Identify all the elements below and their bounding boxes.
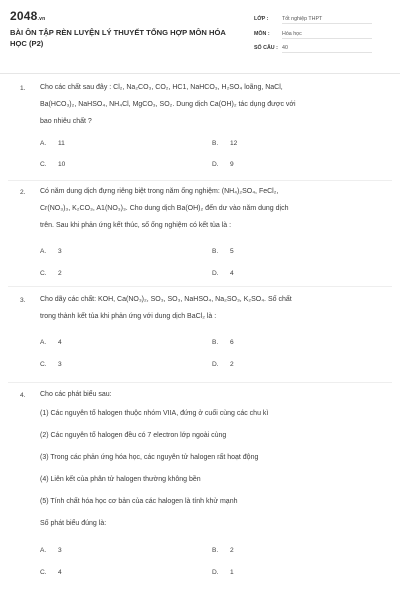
option-letter: B.	[212, 339, 219, 346]
statement-2: (2) Các nguyên tố halogen đều có 7 electron lớp ngoài cùng	[40, 432, 227, 439]
option-letter: C.	[40, 270, 47, 277]
option-text: 10	[58, 161, 66, 168]
option-text: 4	[230, 270, 234, 277]
question-line: Có năm dung dịch đựng riêng biệt trong năm ống nghiệm: (NH₄)₂SO₄, FeCl₂,	[40, 188, 279, 195]
option-b[interactable]	[212, 248, 234, 255]
option-letter: B.	[212, 140, 219, 147]
option-c[interactable]	[40, 161, 65, 168]
option-letter: D.	[212, 270, 219, 277]
option-c[interactable]	[40, 361, 62, 368]
option-d[interactable]	[212, 361, 234, 368]
option-d[interactable]	[212, 270, 234, 277]
option-letter: A.	[40, 339, 47, 346]
logo-main: 2048	[10, 9, 38, 23]
option-text: 3	[58, 248, 62, 255]
question-line: Cho dãy các chất: KOH, Ca(NO₃)₂, SO₃, SO₃, NaHSO₄, Na₂SO₃, K₂SO₄. Số chất	[40, 296, 292, 303]
option-a[interactable]	[40, 248, 62, 255]
option-text: 11	[58, 140, 65, 147]
option-text: 4	[58, 569, 62, 576]
worksheet-header	[0, 0, 400, 73]
option-b[interactable]	[212, 140, 237, 147]
option-text: 2	[230, 547, 234, 554]
option-text: 5	[230, 248, 234, 255]
question-prompt: Số phát biểu đúng là:	[40, 520, 107, 527]
info-count-value: 40	[282, 45, 372, 53]
option-letter: D.	[212, 361, 219, 368]
question-line: trong thành kết tủa khi phản ứng với dung dịch BaCl₂ là :	[40, 313, 217, 320]
site-logo[interactable]	[10, 9, 45, 23]
question-line: trên. Sau khi phản ứng kết thúc, số ống nghiệm có kết tủa là :	[40, 222, 232, 229]
option-text: 4	[58, 339, 62, 346]
option-text: 2	[58, 270, 62, 277]
question-number: 2.	[20, 189, 26, 196]
option-c[interactable]	[40, 569, 62, 576]
option-letter: D.	[212, 569, 219, 576]
option-text: 6	[230, 339, 234, 346]
option-text: 9	[230, 161, 234, 168]
info-class-label: LỚP :	[254, 16, 269, 22]
header-divider	[0, 73, 400, 74]
option-letter: A.	[40, 140, 47, 147]
option-c[interactable]	[40, 270, 62, 277]
info-subject-label: MÔN :	[254, 31, 270, 37]
option-a[interactable]	[40, 339, 62, 346]
question-line: Cr(NO₃)₃, K₂CO₃, A1(NO₃)₃. Cho dung dịch Ba(OH)₂ đến dư vào năm dung dịch	[40, 205, 289, 212]
option-text: 3	[58, 547, 62, 554]
question-line: Cho các chất sau đây : Cl₂, Na₂CO₃, CO₂, HC1, NaHCO₃, H₂SO₄ loãng, NaCl,	[40, 84, 283, 91]
option-a[interactable]	[40, 140, 65, 147]
option-d[interactable]	[212, 161, 234, 168]
question-line: Cho các phát biểu sau:	[40, 391, 112, 398]
option-letter: C.	[40, 161, 47, 168]
info-class-value: Tốt nghiệp THPT	[282, 16, 372, 24]
question-divider	[8, 382, 392, 383]
question-number: 1.	[20, 85, 26, 92]
logo-suffix: .vn	[37, 16, 46, 22]
question-number: 4.	[20, 392, 26, 399]
option-text: 2	[230, 361, 234, 368]
option-letter: B.	[212, 547, 219, 554]
option-letter: C.	[40, 569, 47, 576]
option-letter: C.	[40, 361, 47, 368]
statement-4: (4) Liên kết của phân tử halogen thường không bền	[40, 476, 201, 483]
option-a[interactable]	[40, 547, 62, 554]
title-line-1: BÀI ÔN TẬP RÈN LUYỆN LÝ THUYẾT TỔNG HỢP MÔN HÓA	[10, 28, 226, 37]
info-count-label: SỐ CÂU :	[254, 45, 278, 51]
title-line-2: HỌC (P2)	[10, 39, 44, 48]
document-title	[10, 27, 240, 49]
statement-3: (3) Trong các phản ứng hóa học, các nguyên tử halogen rất hoạt động	[40, 454, 259, 461]
question-divider	[8, 180, 392, 181]
option-text: 3	[58, 361, 62, 368]
option-letter: B.	[212, 248, 219, 255]
option-d[interactable]	[212, 569, 234, 576]
statement-1: (1) Các nguyên tố halogen thuộc nhóm VIIA, đứng ở cuối cùng các chu kì	[40, 410, 269, 417]
info-subject-value: Hóa học	[282, 31, 372, 39]
question-number: 3.	[20, 297, 26, 304]
option-b[interactable]	[212, 547, 234, 554]
option-b[interactable]	[212, 339, 234, 346]
option-text: 1	[230, 569, 234, 576]
question-line: Ba(HCO₃)₂, NaHSO₄, NH₄Cl, MgCO₃, SO₂. Dung dịch Ca(OH)₂ tác dụng được với	[40, 101, 296, 108]
question-line: bao nhiêu chất ?	[40, 118, 92, 125]
option-text: 12	[230, 140, 238, 147]
statement-5: (5) Tính chất hóa học cơ bản của các halogen là tính khử mạnh	[40, 498, 238, 505]
option-letter: D.	[212, 161, 219, 168]
question-divider	[8, 286, 392, 287]
option-letter: A.	[40, 547, 47, 554]
option-letter: A.	[40, 248, 47, 255]
